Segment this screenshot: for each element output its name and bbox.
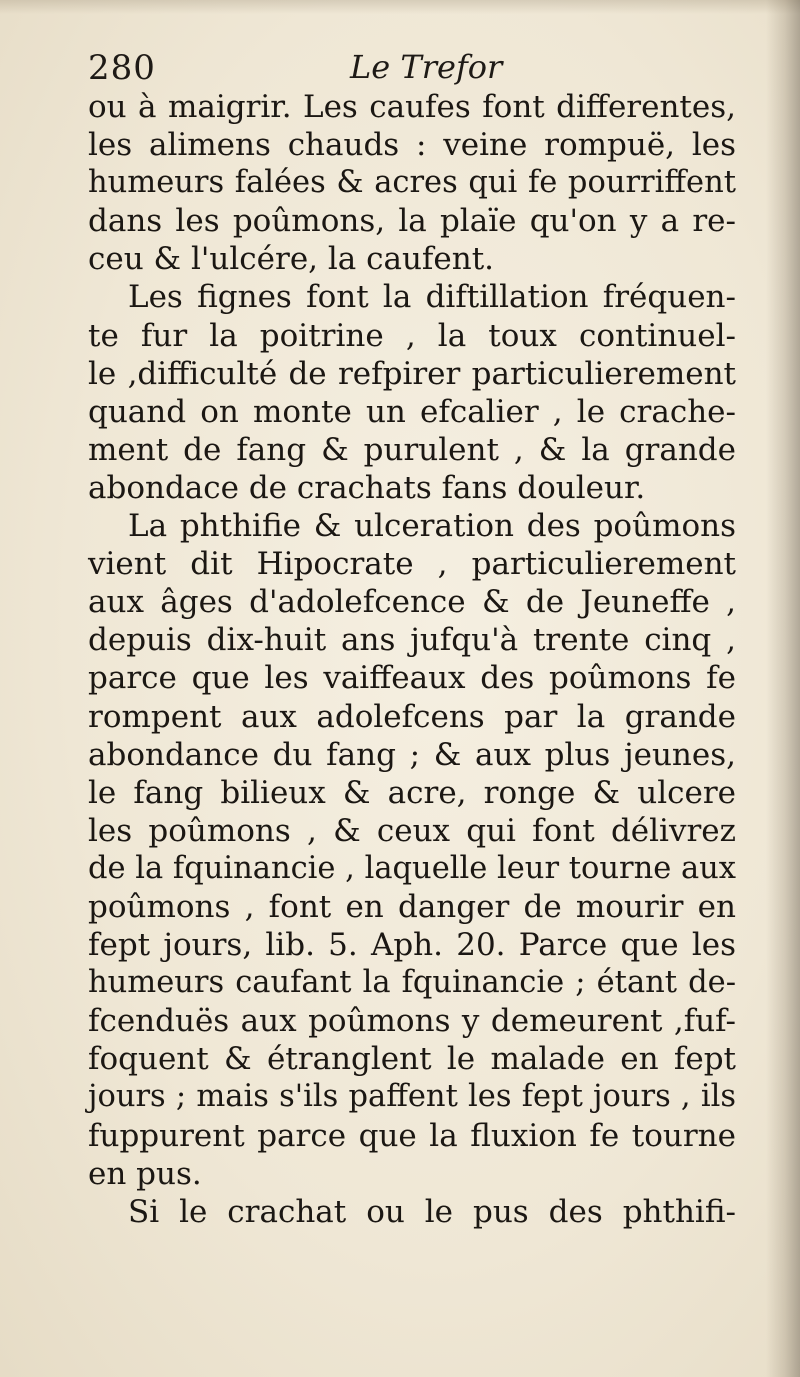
text-line: depuis dix-huit ans jufqu'à trente cinq ,	[88, 622, 736, 659]
text-line: les poûmons , & ceux qui font délivrez	[88, 812, 736, 849]
text-line: ceu & l'ulcére, la caufent.	[88, 241, 495, 278]
text-line: poûmons , font en danger de mourir en	[88, 888, 736, 925]
text-line: dans les poûmons, la plaïe qu'on y a re-	[88, 203, 736, 240]
text-line: abondace de crachats fans douleur.	[88, 469, 646, 506]
text-line: abondance du fang ; & aux plus jeunes,	[88, 736, 736, 773]
text-line: vient dit Hipocrate , particulierement	[88, 546, 736, 583]
text-line: Si le crachat ou le pus des phthifi-	[128, 1193, 736, 1230]
running-title: Le Trefor	[350, 48, 503, 86]
text-line: en pus.	[88, 1155, 202, 1192]
text-line: quand on monte un efcalier , le crache-	[88, 393, 736, 430]
text-line: fept jours, lib. 5. Aph. 20. Parce que les	[88, 927, 736, 964]
text-line: de la fquinancie , laquelle leur tourne aux	[88, 850, 736, 886]
text-line: fuppurent parce que la fluxion fe tourne	[88, 1117, 736, 1154]
text-line: parce que les vaiffeaux des poûmons fe	[88, 660, 736, 697]
page-header	[88, 48, 728, 92]
text-line: La phthifie & ulceration des poûmons	[128, 508, 736, 545]
page-top-edge	[0, 0, 800, 14]
body-text	[88, 88, 736, 1231]
text-line: les alimens chauds : veine rompuë, les	[88, 127, 736, 164]
text-line: te fur la poitrine , la toux continuel-	[88, 317, 736, 354]
text-line: humeurs caufant la fquinancie ; étant de-	[88, 965, 736, 1001]
text-line: rompent aux adolefcens par la grande	[88, 698, 736, 735]
text-line: fcenduës aux poûmons y demeurent ,fuf-	[88, 1003, 736, 1040]
text-line: aux âges d'adolefcence & de Jeuneffe ,	[88, 584, 736, 621]
text-line: jours ; mais s'ils paffent les fept jours , ils	[88, 1079, 736, 1115]
gutter-shadow	[766, 0, 800, 1377]
text-line: Les fignes font la diftillation fréquen-	[128, 279, 736, 316]
text-line: humeurs falées & acres qui fe pourriffent	[88, 165, 736, 201]
text-line: le ,difficulté de refpirer particulierement	[88, 355, 736, 392]
page-number: 280	[88, 48, 156, 88]
text-line: le fang bilieux & acre, ronge & ulcere	[88, 774, 736, 811]
text-line: ment de fang & purulent , & la grande	[88, 431, 736, 468]
text-line: foquent & étranglent le malade en fept	[88, 1041, 736, 1078]
text-line: ou à maigrir. Les caufes font differentes,	[88, 89, 736, 125]
